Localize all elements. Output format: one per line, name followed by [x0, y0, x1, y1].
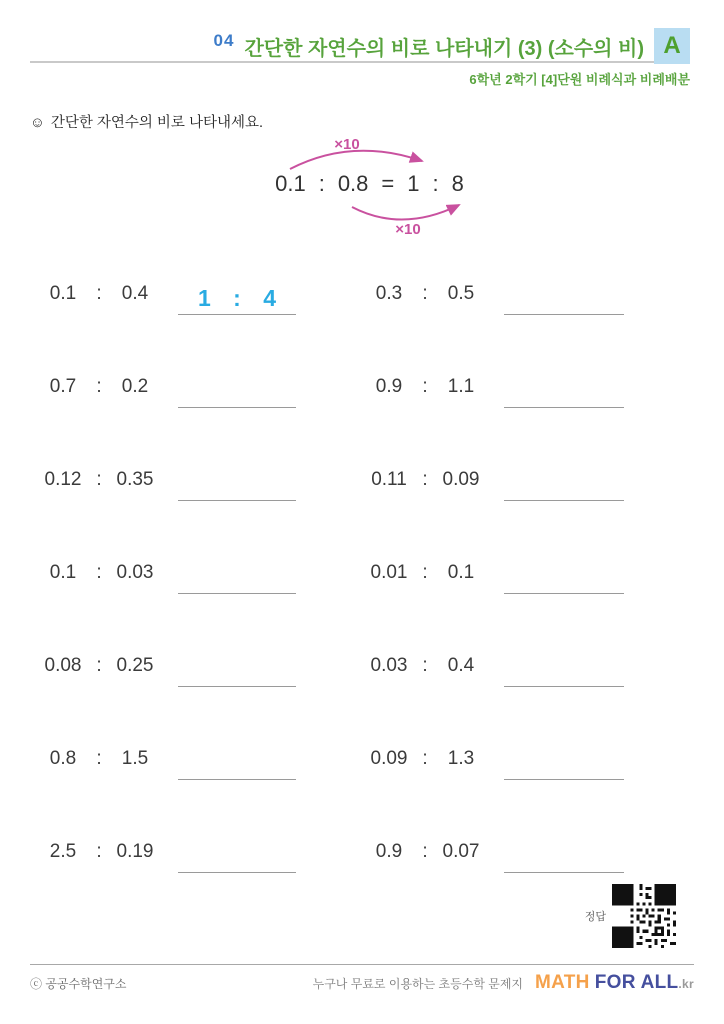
ratio-second-term: 0.03 [116, 562, 154, 583]
answer-blank[interactable] [178, 738, 296, 780]
problem-cell [34, 366, 296, 408]
problem-cell [34, 831, 296, 873]
answer-blank[interactable] [504, 552, 624, 594]
ratio-colon: : [422, 841, 428, 862]
ratio-first-term: 0.1 [49, 283, 77, 304]
worksheet-number: 04 [213, 31, 235, 50]
problem-cell [34, 459, 296, 501]
instruction-text: 간단한 자연수의 비로 나타내세요. [50, 115, 264, 131]
problem-expression [360, 459, 490, 501]
problem-cell [34, 552, 296, 594]
ratio-second-term: 0.35 [116, 469, 154, 490]
logo-kr-text: .kr [678, 977, 694, 991]
copyright-text: ⓒ 공공수학연구소 [30, 977, 127, 991]
ratio-second-term: 0.07 [442, 841, 480, 862]
example-result-first: 1 [407, 171, 420, 196]
ratio-second-term: 0.5 [447, 283, 475, 304]
problem-cell [34, 738, 296, 780]
ratio-colon: : [422, 376, 428, 397]
answer-blank[interactable] [504, 273, 624, 315]
ratio-first-term: 0.01 [370, 562, 408, 583]
problem-expression [360, 645, 490, 687]
answer-blank[interactable] [504, 459, 624, 501]
problem-expression [360, 831, 490, 873]
ratio-first-term: 0.3 [375, 283, 403, 304]
ratio-colon: : [422, 748, 428, 769]
problem-cell [360, 459, 624, 501]
problem-expression [360, 366, 490, 408]
problem-expression [34, 552, 164, 594]
problem-cell [360, 552, 624, 594]
curriculum-subtitle: 6학년 2학기 [4]단원 비례식과 비례배분 [469, 72, 690, 87]
ratio-colon: : [96, 748, 102, 769]
ratio-first-term: 0.7 [49, 376, 77, 397]
answer-blank[interactable] [178, 459, 296, 501]
problem-expression [360, 738, 490, 780]
ratio-second-term: 0.1 [447, 562, 475, 583]
answer-key-label: 정답 [584, 911, 606, 923]
answer-blank[interactable] [178, 831, 296, 873]
answer-blank[interactable] [504, 645, 624, 687]
logo-math-text: MATH [535, 972, 590, 993]
problem-cell [34, 645, 296, 687]
ratio-second-term: 1.5 [121, 748, 149, 769]
example-first-term: 0.1 [275, 171, 306, 196]
multiplier-top-label: ×10 [334, 136, 360, 153]
ratio-colon: : [422, 562, 428, 583]
problem-expression [34, 459, 164, 501]
ratio-colon: : [96, 376, 102, 397]
example-equation [252, 171, 487, 197]
problem-expression [34, 366, 164, 408]
answer-blank[interactable] [504, 831, 624, 873]
ratio-colon: : [96, 469, 102, 490]
ratio-second-term: 0.4 [447, 655, 475, 676]
ratio-first-term: 2.5 [49, 841, 77, 862]
answer-blank[interactable] [504, 366, 624, 408]
logo-forall-text: FOR ALL [594, 972, 679, 993]
page-title: 간단한 자연수의 비로 나타내기 (3) (소수의 비) [244, 37, 644, 60]
equals-sign: = [381, 171, 395, 196]
ratio-colon: : [432, 171, 439, 196]
answer-blank[interactable] [178, 273, 296, 315]
ratio-second-term: 0.2 [121, 376, 149, 397]
ratio-first-term: 0.09 [370, 748, 408, 769]
ratio-second-term: 1.3 [447, 748, 475, 769]
header [0, 28, 690, 64]
answer-text: 1 : 4 [197, 285, 277, 311]
problem-expression [34, 273, 164, 315]
problem-expression [360, 552, 490, 594]
answer-blank[interactable] [178, 645, 296, 687]
ratio-second-term: 0.4 [121, 283, 149, 304]
ratio-second-term: 0.25 [116, 655, 154, 676]
footer [30, 972, 694, 994]
problem-cell [34, 273, 296, 315]
ratio-colon: : [96, 283, 102, 304]
ratio-colon: : [96, 562, 102, 583]
ratio-first-term: 0.9 [375, 841, 403, 862]
problem-expression [34, 831, 164, 873]
problem-expression [360, 273, 490, 315]
answer-blank[interactable] [178, 552, 296, 594]
ratio-second-term: 0.09 [442, 469, 480, 490]
ratio-first-term: 0.11 [371, 469, 407, 490]
problem-cell [360, 738, 624, 780]
ratio-first-term: 0.08 [44, 655, 82, 676]
math-for-all-logo [535, 972, 694, 994]
level-badge: A [654, 28, 690, 64]
problem-cell [360, 366, 624, 408]
problem-expression [34, 738, 164, 780]
ratio-colon: : [422, 283, 428, 304]
ratio-first-term: 0.12 [44, 469, 82, 490]
worked-example [252, 133, 487, 243]
answer-blank[interactable] [178, 366, 296, 408]
ratio-second-term: 1.1 [447, 376, 475, 397]
ratio-colon: : [318, 171, 325, 196]
ratio-first-term: 0.03 [370, 655, 408, 676]
multiplier-bottom-label: ×10 [395, 221, 421, 238]
ratio-colon: : [96, 655, 102, 676]
ratio-first-term: 0.9 [375, 376, 403, 397]
example-result-second: 8 [451, 171, 464, 196]
answer-blank[interactable] [504, 738, 624, 780]
problem-cell [360, 273, 624, 315]
footer-tagline: 누구나 무료로 이용하는 초등수학 문제지 [312, 977, 524, 991]
problem-cell [360, 831, 624, 873]
problem-expression [34, 645, 164, 687]
ratio-second-term: 0.19 [116, 841, 154, 862]
smiley-icon: ☺ [30, 115, 45, 131]
ratio-colon: : [96, 841, 102, 862]
instruction [30, 111, 263, 132]
ratio-colon: : [422, 469, 428, 490]
footer-divider [30, 964, 694, 965]
ratio-colon: : [422, 655, 428, 676]
example-second-term: 0.8 [337, 171, 369, 196]
answer-qr-code [612, 884, 676, 948]
ratio-first-term: 0.8 [49, 748, 77, 769]
ratio-first-term: 0.1 [49, 562, 77, 583]
problem-cell [360, 645, 624, 687]
